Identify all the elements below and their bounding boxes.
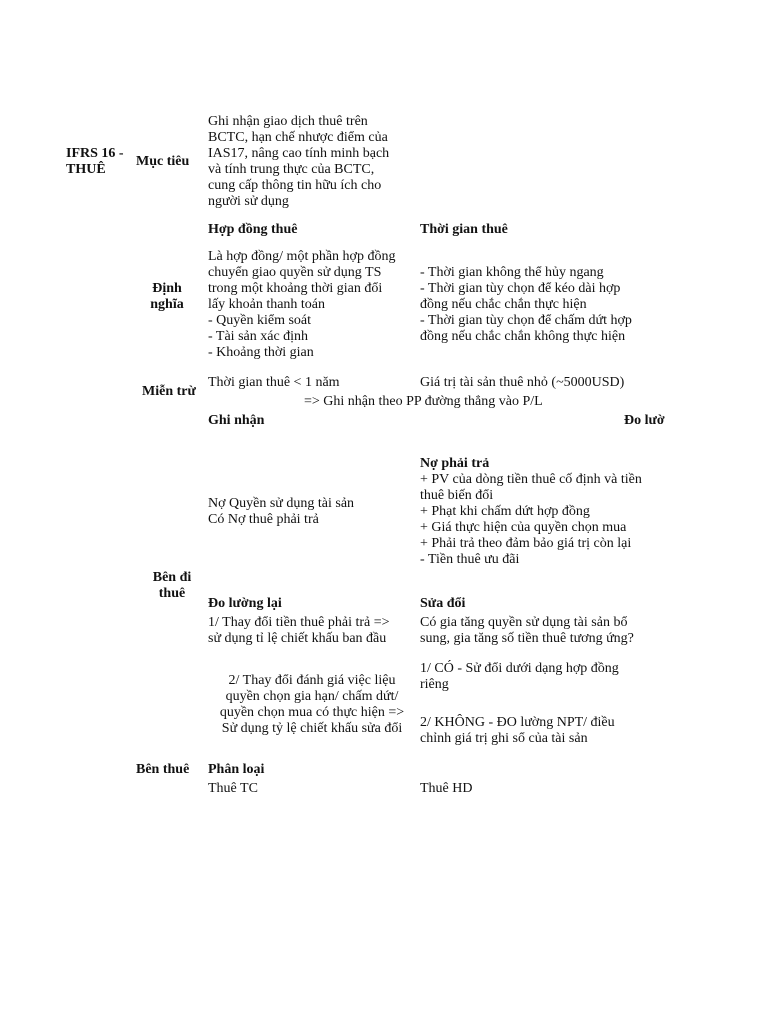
- modify-line: sung, gia tăng số tiền thuê tương ứng?: [420, 631, 634, 646]
- definition-label: [140, 281, 194, 313]
- recognition-entry: [208, 496, 418, 528]
- recognition-header: Ghi nhận: [208, 413, 265, 428]
- exemption-short-term: Thời gian thuê < 1 năm: [208, 375, 340, 390]
- liability-line: + Giá thực hiện của quyền chọn mua: [420, 520, 627, 535]
- objective-line: IAS17, nâng cao tính minh bạch: [208, 146, 390, 161]
- lease-term-line: đồng nếu chắc chắn thực hiện: [420, 297, 587, 312]
- document-title: [66, 146, 136, 178]
- recognition-line: Có Nợ thuê phải trả: [208, 512, 319, 527]
- lease-contract-header: Hợp đồng thuê: [208, 222, 298, 237]
- lease-term-line: - Thời gian tùy chọn để kéo dài hợp: [420, 281, 621, 296]
- liability-line: thuê biến đổi: [420, 488, 494, 503]
- liability-line: + Phạt khi chấm dứt hợp đồng: [420, 504, 590, 519]
- liability-header: Nợ phải trả: [420, 456, 490, 471]
- liability-line: + PV của dòng tiền thuê cố định và tiền: [420, 472, 642, 487]
- definition-line: trong một khoảng thời gian đổi: [208, 281, 383, 296]
- remeasure-header: Đo lường lại: [208, 596, 282, 611]
- remeasure-line: quyền chọn mua có thực hiện =>: [219, 705, 405, 720]
- measurement-header: Đo lườ: [624, 413, 665, 428]
- modify-line: 2/ KHÔNG - ĐO lường NPT/ điều: [420, 715, 615, 730]
- remeasure-item-2: [206, 673, 418, 737]
- lease-term-line: - Thời gian không thể hủy ngang: [420, 265, 604, 280]
- liability-components: [420, 472, 680, 568]
- definition-label-line: Định: [152, 281, 182, 296]
- lease-term-header: Thời gian thuê: [420, 222, 508, 237]
- remeasure-line: 2/ Thay đổi đánh giá việc liệu: [228, 673, 396, 688]
- liability-line: - Tiền thuê ưu đãi: [420, 552, 520, 567]
- lessee-label: [142, 570, 202, 602]
- objective-line: và tính trung thực của BCTC,: [208, 162, 375, 177]
- exemption-note: => Ghi nhận theo PP đường thẳng vào P/L: [304, 394, 543, 409]
- classification-header: Phân loại: [208, 762, 265, 777]
- liability-line: + Phải trả theo đảm bảo giá trị còn lại: [420, 536, 632, 551]
- remeasure-line: Sử dụng tỷ lệ chiết khấu sửa đổi: [221, 721, 403, 736]
- lease-term-definition: [420, 265, 670, 345]
- title-line-2: THUÊ: [66, 162, 106, 177]
- objective-line: BCTC, hạn chế nhược điểm của: [208, 130, 388, 145]
- definition-line: Là hợp đồng/ một phần hợp đồng: [208, 249, 396, 264]
- objective-line: Ghi nhận giao dịch thuê trên: [208, 114, 368, 129]
- definition-label-line: nghĩa: [150, 297, 184, 312]
- lease-contract-definition: [208, 249, 418, 361]
- exemption-low-value: Giá trị tài sản thuê nhỏ (~5000USD): [420, 375, 625, 390]
- objective-text: [208, 114, 418, 210]
- remeasure-line: 1/ Thay đổi tiền thuê phải trả =>: [208, 615, 390, 630]
- modify-question: [420, 615, 680, 647]
- objective-line: người sử dụng: [208, 194, 289, 209]
- objective-line: cung cấp thông tin hữu ích cho: [208, 178, 382, 193]
- lessee-label-line: thuê: [158, 586, 186, 601]
- modify-line: chỉnh giá trị ghi sổ của tài sản: [420, 731, 588, 746]
- definition-line: - Khoảng thời gian: [208, 345, 314, 360]
- lessor-label: Bên thuê: [136, 762, 190, 777]
- exemption-label: Miễn trừ: [142, 384, 196, 399]
- modify-yes: [420, 661, 680, 693]
- remeasure-item-1: [208, 615, 418, 647]
- remeasure-line: quyền chọn gia hạn/ chấm dứt/: [225, 689, 399, 704]
- lessee-label-line: Bên đi: [152, 570, 192, 585]
- recognition-line: Nợ Quyền sử dụng tài sản: [208, 496, 355, 511]
- remeasure-line: sử dụng tỉ lệ chiết khấu ban đầu: [208, 631, 387, 646]
- definition-line: - Quyền kiểm soát: [208, 313, 312, 328]
- lease-term-line: đồng nếu chắc chắn không thực hiện: [420, 329, 626, 344]
- modify-line: 1/ CÓ - Sử đổi dưới dạng hợp đồng: [420, 661, 619, 676]
- definition-line: lấy khoản thanh toán: [208, 297, 326, 312]
- modify-header: Sửa đổi: [420, 596, 466, 611]
- definition-line: chuyển giao quyền sử dụng TS: [208, 265, 382, 280]
- modify-line: riêng: [420, 677, 449, 692]
- definition-line: - Tài sản xác định: [208, 329, 309, 344]
- operating-lease: Thuê HD: [420, 781, 473, 796]
- objective-label: Mục tiêu: [136, 154, 190, 169]
- finance-lease: Thuê TC: [208, 781, 258, 796]
- modify-line: Có gia tăng quyền sử dụng tài sản bổ: [420, 615, 628, 630]
- lease-term-line: - Thời gian tùy chọn để chấm dứt hợp: [420, 313, 632, 328]
- modify-no: [420, 715, 680, 747]
- title-line-1: IFRS 16 -: [66, 146, 124, 161]
